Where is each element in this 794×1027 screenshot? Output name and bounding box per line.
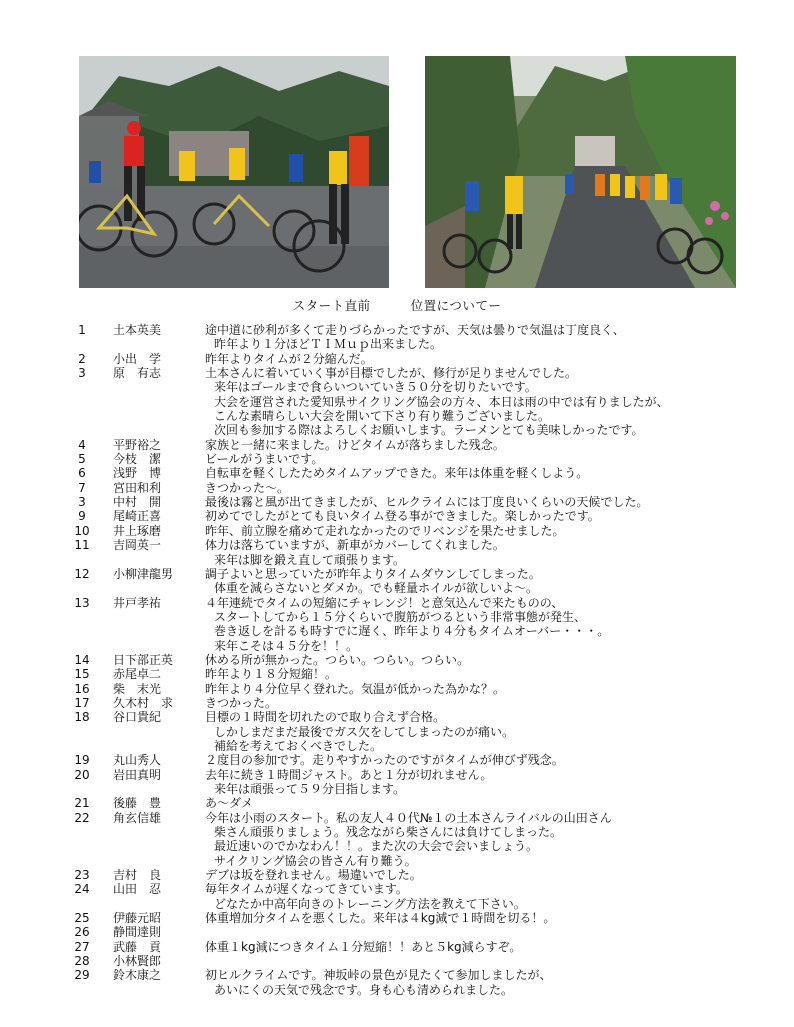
list-item bbox=[0, 696, 794, 710]
entry-comment: きつかった～。 bbox=[205, 480, 290, 495]
entry-comment: 巻き返しを計るも時すでに遅く、昨年より４分もタイムオーバー・・・。 bbox=[214, 624, 610, 639]
entry-comment: 昨年よりタイムが２分縮んだ。 bbox=[205, 351, 373, 366]
photo-start-riders bbox=[79, 56, 389, 288]
entry-name: 原 有志 bbox=[113, 366, 162, 381]
entry-name: 尾崎正喜 bbox=[113, 509, 162, 524]
entry-comment: 体重増加分タイムを悪くした。来年は４kg減で１時間を切る！。 bbox=[205, 911, 556, 926]
photo-caption bbox=[0, 296, 794, 314]
list-item bbox=[0, 524, 794, 538]
list-item bbox=[0, 940, 794, 954]
list-item-continuation bbox=[0, 782, 794, 796]
comment-list bbox=[0, 323, 794, 997]
entry-comment: サイクリング協会の皆さん有り難う。 bbox=[214, 853, 417, 868]
entry-comment: 家族と一緒に来ました。けどタイムが落ちました残念。 bbox=[205, 437, 505, 452]
entry-comment: 最後は霧と風が出てきましたが、ヒルクライムには丁度良いくらいの天候でした。 bbox=[205, 495, 649, 510]
entry-number: 7 bbox=[78, 480, 86, 495]
list-item-continuation bbox=[0, 825, 794, 839]
caption-left: スタート直前 bbox=[292, 298, 371, 313]
entry-number: 27 bbox=[74, 939, 90, 954]
entry-comment: 来年は頑張って５９分目指します。 bbox=[214, 782, 406, 796]
entry-number: 24 bbox=[74, 882, 90, 897]
entry-name: 井上琢磨 bbox=[113, 523, 162, 538]
entry-comment: 土本さんに着いていく事が目標でしたが、修行が足りませんでした。 bbox=[205, 366, 578, 381]
photo-start-line bbox=[425, 56, 736, 288]
entry-comment: 今年は小雨のスタート。私の友人４０代№１の土本さんライバルの山田さん bbox=[205, 810, 612, 825]
entry-comment: あ～ダメ bbox=[205, 796, 254, 811]
list-item bbox=[0, 481, 794, 495]
entry-comment: 体重を減らさないとダメか。でも軽量ホイルが欲しいよ～。 bbox=[214, 581, 539, 596]
entry-number: 26 bbox=[74, 925, 90, 940]
entry-number: 20 bbox=[74, 767, 90, 782]
entry-name: 赤尾卓二 bbox=[113, 667, 162, 682]
entry-name: 土本英美 bbox=[113, 323, 162, 337]
entry-comment: 目標の１時間を切れたので取り合えず合格。 bbox=[205, 710, 446, 725]
list-item bbox=[0, 653, 794, 667]
entry-comment: 最近速いのでかなわん！！。また次の大会で会いましょう。 bbox=[214, 839, 539, 854]
entry-name: 今枝 潔 bbox=[113, 452, 162, 467]
entry-comment: しかしまだまだ最後でガス欠をしてしまったのが痛い。 bbox=[214, 724, 515, 739]
entry-name: 小柳津龍男 bbox=[113, 566, 174, 581]
list-item-continuation bbox=[0, 337, 794, 351]
entry-name: 小林賢郎 bbox=[113, 954, 162, 969]
list-item-continuation bbox=[0, 423, 794, 437]
entry-number: 16 bbox=[74, 681, 90, 696]
entry-name: 武藤 貢 bbox=[113, 939, 162, 954]
entry-number: 23 bbox=[74, 868, 90, 883]
entry-number: 9 bbox=[78, 509, 86, 524]
list-item bbox=[0, 567, 794, 581]
list-item bbox=[0, 366, 794, 380]
entry-comment: こんな素晴らしい大会を開いて下さり有り難うございました。 bbox=[214, 409, 551, 424]
list-item-continuation bbox=[0, 553, 794, 567]
list-item-continuation bbox=[0, 739, 794, 753]
entry-number: 21 bbox=[74, 796, 90, 811]
entry-name: 山田 忍 bbox=[113, 882, 162, 897]
entry-comment: 初めてでしたがとても良いタイム登る事ができました。楽しかったです。 bbox=[205, 509, 600, 524]
entry-comment: 体重１kg減につきタイム１分短縮！！あと５kg減らすぞ。 bbox=[205, 939, 522, 954]
list-item bbox=[0, 667, 794, 681]
list-item bbox=[0, 710, 794, 724]
entry-number: 2 bbox=[78, 351, 86, 366]
list-item bbox=[0, 509, 794, 523]
list-item bbox=[0, 753, 794, 767]
list-item bbox=[0, 538, 794, 552]
entry-comment: 初ヒルクライムです。神坂峠の景色が見たくて参加しましたが、 bbox=[205, 968, 552, 983]
entry-name: 小出 学 bbox=[113, 351, 162, 366]
start-line-picture bbox=[425, 56, 736, 288]
list-item bbox=[0, 811, 794, 825]
list-item bbox=[0, 911, 794, 925]
list-item-continuation bbox=[0, 639, 794, 653]
entry-comment: 自転車を軽くしたためタイムアップできた。来年は体重を軽くしよう。 bbox=[205, 466, 589, 481]
list-item bbox=[0, 466, 794, 480]
entry-comment: 昨年より１分ほどＴＩＭｕｐ出来ました。 bbox=[214, 337, 443, 352]
list-item-continuation bbox=[0, 897, 794, 911]
list-item bbox=[0, 323, 794, 337]
entry-comment: 体力は落ちていますが、新車がカバーしてくれました。 bbox=[205, 538, 505, 553]
entry-comment: 来年こそは４５分を！！。 bbox=[214, 638, 359, 653]
list-item bbox=[0, 954, 794, 968]
list-item bbox=[0, 495, 794, 509]
entry-number: 18 bbox=[74, 710, 90, 725]
list-item-continuation bbox=[0, 854, 794, 868]
entry-name: 吉村 良 bbox=[113, 868, 162, 883]
entry-comment: 次回も参加する際はよろしくお願いします。ラーメンとても美味しかったです。 bbox=[214, 423, 644, 438]
entry-comment: スタートしてから１５分くらいで腹筋がつるという非常事態が発生、 bbox=[214, 609, 587, 624]
list-item-continuation bbox=[0, 624, 794, 638]
list-item-continuation bbox=[0, 581, 794, 595]
entry-comment: 昨年より４分位早く登れた。気温が低かった為かな？。 bbox=[205, 681, 506, 696]
entry-comment: 調子よいと思っていたが昨年よりタイムダウンしてしまった。 bbox=[205, 566, 541, 581]
entry-comment: ２度目の参加です。走りやすかったのですがタイムが伸びず残念。 bbox=[205, 753, 564, 768]
entry-comment: 来年は脚を鍛え直して頑張ります。 bbox=[214, 552, 406, 567]
entry-name: 浅野 博 bbox=[113, 466, 162, 481]
entry-comment: あいにくの天気で残念です。身も心も清められました。 bbox=[214, 982, 514, 997]
entry-comment: 毎年タイムが遅くなってきています。 bbox=[205, 882, 408, 897]
entry-comment: デブは坂を登れません。場違いでした。 bbox=[205, 868, 422, 883]
entry-number: 17 bbox=[74, 695, 90, 710]
caption-right: 位置についてー bbox=[410, 298, 502, 313]
entry-comment: ４年連続でタイムの短縮にチャレンジ！と意気込んで来たものの、 bbox=[205, 595, 564, 610]
entry-comment: 大会を運営された愛知県サイクリング協会の方々、本日は雨の中では有りましたが、 bbox=[214, 394, 669, 409]
entry-number: 15 bbox=[74, 667, 90, 682]
list-item-continuation bbox=[0, 409, 794, 423]
entry-comment: どなたか中高年向きのトレーニング方法を教えて下さい。 bbox=[214, 896, 526, 911]
list-item-continuation bbox=[0, 725, 794, 739]
entry-comment: 柴さん頑張りましょう。残念ながら柴さんには負けてしまった。 bbox=[214, 825, 563, 840]
entry-number: 12 bbox=[74, 566, 90, 581]
entry-number: 29 bbox=[74, 968, 90, 983]
list-item bbox=[0, 438, 794, 452]
entry-comment: 途中道に砂利が多くて走りづらかったですが、天気は曇りで気温は丁度良く、 bbox=[205, 323, 625, 337]
entry-name: 柴 末光 bbox=[113, 681, 162, 696]
list-item bbox=[0, 352, 794, 366]
list-item bbox=[0, 968, 794, 982]
entry-number: 5 bbox=[78, 452, 86, 467]
entry-number: 11 bbox=[74, 538, 90, 553]
entry-comment: 補給を考えておくべきでした。 bbox=[214, 738, 383, 753]
list-item bbox=[0, 925, 794, 939]
entry-number: 13 bbox=[74, 595, 90, 610]
entry-number: 3 bbox=[78, 366, 86, 381]
list-item-continuation bbox=[0, 380, 794, 394]
entry-number: 14 bbox=[74, 652, 90, 667]
list-item-continuation bbox=[0, 839, 794, 853]
list-item-continuation bbox=[0, 983, 794, 997]
list-item bbox=[0, 596, 794, 610]
entry-number: 4 bbox=[78, 437, 86, 452]
entry-name: 伊藤元昭 bbox=[113, 911, 162, 926]
list-item-continuation bbox=[0, 610, 794, 624]
list-item bbox=[0, 452, 794, 466]
list-item bbox=[0, 868, 794, 882]
entry-name: 日下部正英 bbox=[113, 652, 174, 667]
entry-number: 25 bbox=[74, 911, 90, 926]
entry-number: 3 bbox=[78, 495, 86, 510]
entry-name: 吉岡英一 bbox=[113, 538, 162, 553]
entry-comment: きつかった。 bbox=[205, 695, 278, 710]
entry-name: 平野裕之 bbox=[113, 437, 162, 452]
entry-name: 角玄信雄 bbox=[113, 810, 162, 825]
list-item bbox=[0, 882, 794, 896]
entry-comment: ビールがうまいです。 bbox=[205, 452, 324, 467]
entry-number: 6 bbox=[78, 466, 86, 481]
entry-number: 1 bbox=[78, 323, 86, 337]
entry-number: 19 bbox=[74, 753, 90, 768]
entry-number: 10 bbox=[74, 523, 90, 538]
entry-comment: 昨年より１８分短縮！。 bbox=[205, 667, 338, 682]
entry-name: 谷口貴紀 bbox=[113, 710, 162, 725]
entry-name: 中村 開 bbox=[113, 495, 162, 510]
entry-name: 井戸孝祐 bbox=[113, 595, 162, 610]
entry-comment: 休める所が無かった。つらい。つらい。つらい。 bbox=[205, 652, 470, 667]
list-item bbox=[0, 682, 794, 696]
list-item bbox=[0, 796, 794, 810]
list-item-continuation bbox=[0, 395, 794, 409]
entry-name: 丸山秀人 bbox=[113, 753, 162, 768]
list-item bbox=[0, 768, 794, 782]
entry-name: 宮田和利 bbox=[113, 480, 162, 495]
entry-name: 後藤 豊 bbox=[113, 796, 162, 811]
entry-comment: 去年に続き１時間ジャスト。あと１分が切れません。 bbox=[205, 767, 493, 782]
entry-comment: 来年はゴールまで食らいついていき５０分を切りたいです。 bbox=[214, 380, 537, 395]
entry-number: 22 bbox=[74, 810, 90, 825]
entry-comment: 昨年、前立腺を痛めて走れなかったのでリベンジを果たせました。 bbox=[205, 523, 565, 538]
entry-name: 久木村 求 bbox=[113, 695, 174, 710]
start-riders-picture bbox=[79, 56, 389, 288]
entry-name: 静間達則 bbox=[113, 925, 162, 940]
entry-number: 28 bbox=[74, 954, 90, 969]
entry-name: 岩田真明 bbox=[113, 767, 162, 782]
entry-name: 鈴木康之 bbox=[113, 968, 162, 983]
